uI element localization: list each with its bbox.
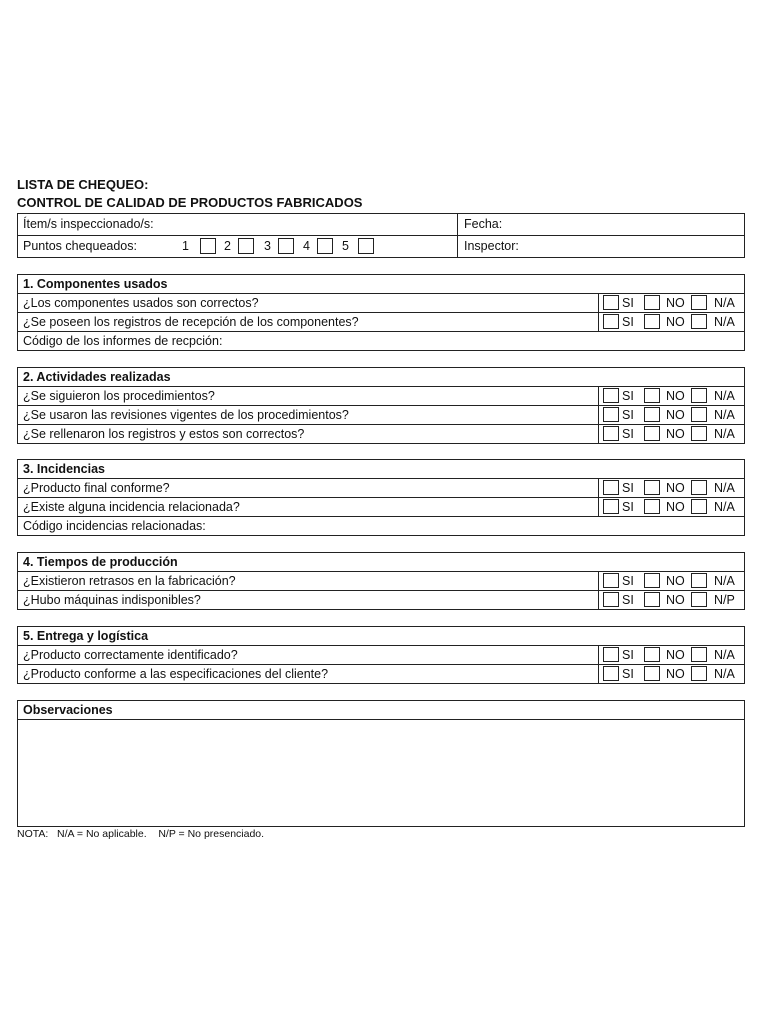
si-checkbox[interactable] [603, 499, 619, 514]
si-label: SI [622, 315, 634, 329]
no-label: NO [666, 427, 685, 441]
si-label: SI [622, 593, 634, 607]
no-checkbox[interactable] [644, 666, 660, 681]
na-checkbox[interactable] [691, 314, 707, 329]
si-label: SI [622, 648, 634, 662]
checklist-row [18, 406, 744, 425]
date-label: Fecha: [464, 217, 503, 231]
si-checkbox[interactable] [603, 592, 619, 607]
na-label: N/A [714, 408, 735, 422]
na-checkbox[interactable] [691, 426, 707, 441]
na-checkbox[interactable] [691, 407, 707, 422]
no-label: NO [666, 593, 685, 607]
na-label: N/A [714, 389, 735, 403]
section-title: 5. Entrega y logística [23, 629, 149, 643]
np-checkbox[interactable] [691, 592, 707, 607]
footnote: NOTA: N/A = No aplicable. N/P = No presenciado. [17, 828, 265, 840]
si-label: SI [622, 427, 634, 441]
na-label: N/A [714, 648, 735, 662]
inspector-label: Inspector: [464, 239, 519, 253]
items-inspected-label: Ítem/s inspeccionado/s: [23, 217, 154, 231]
na-label: N/A [714, 500, 735, 514]
si-label: SI [622, 408, 634, 422]
no-checkbox[interactable] [644, 314, 660, 329]
no-label: NO [666, 574, 685, 588]
si-checkbox[interactable] [603, 426, 619, 441]
answer-divider [598, 591, 599, 609]
si-checkbox[interactable] [603, 666, 619, 681]
no-label: NO [666, 500, 685, 514]
section-header [18, 275, 744, 294]
si-label: SI [622, 500, 634, 514]
na-checkbox[interactable] [691, 295, 707, 310]
section-delivery-logistics [17, 626, 745, 684]
section-title: 2. Actividades realizadas [23, 370, 171, 384]
checklist-row [18, 479, 744, 498]
checklist-row-text[interactable] [18, 517, 744, 535]
section-title: 1. Componentes usados [23, 277, 168, 291]
question-text: ¿Se siguieron los procedimientos? [23, 389, 215, 403]
no-label: NO [666, 667, 685, 681]
no-label: NO [666, 408, 685, 422]
si-checkbox[interactable] [603, 314, 619, 329]
na-label: N/A [714, 315, 735, 329]
question-text: ¿Los componentes usados son correctos? [23, 296, 259, 310]
si-label: SI [622, 296, 634, 310]
na-label: N/A [714, 667, 735, 681]
no-checkbox[interactable] [644, 592, 660, 607]
checklist-row [18, 591, 744, 609]
section-header [18, 627, 744, 646]
checklist-row [18, 665, 744, 683]
no-checkbox[interactable] [644, 407, 660, 422]
section-activities [17, 367, 745, 444]
si-checkbox[interactable] [603, 295, 619, 310]
answer-divider [598, 646, 599, 664]
section-components [17, 274, 745, 351]
section-header [18, 460, 744, 479]
si-checkbox[interactable] [603, 480, 619, 495]
na-checkbox[interactable] [691, 480, 707, 495]
checklist-row [18, 646, 744, 665]
na-checkbox[interactable] [691, 499, 707, 514]
si-checkbox[interactable] [603, 407, 619, 422]
no-label: NO [666, 481, 685, 495]
point-checkbox-2[interactable] [238, 238, 254, 254]
inspection-info-box [17, 213, 745, 258]
answer-divider [598, 498, 599, 516]
observations-text-area[interactable] [18, 720, 744, 826]
no-checkbox[interactable] [644, 480, 660, 495]
info-row-points [18, 236, 744, 257]
point-checkbox-3[interactable] [278, 238, 294, 254]
observations-box [17, 700, 745, 827]
checklist-row [18, 313, 744, 332]
question-text: ¿Se poseen los registros de recepción de los componentes? [23, 315, 359, 329]
incidents-code-label: Código incidencias relacionadas: [23, 519, 206, 533]
section-production-times [17, 552, 745, 610]
observations-title: Observaciones [23, 703, 113, 717]
points-checked-label: Puntos chequeados: [23, 239, 137, 253]
no-checkbox[interactable] [644, 295, 660, 310]
na-checkbox[interactable] [691, 573, 707, 588]
section-title: 4. Tiempos de producción [23, 555, 178, 569]
answer-divider [598, 406, 599, 424]
no-checkbox[interactable] [644, 573, 660, 588]
section-incidents [17, 459, 745, 536]
no-label: NO [666, 648, 685, 662]
np-label: N/P [714, 593, 735, 607]
question-text: ¿Se rellenaron los registros y estos son correctos? [23, 427, 305, 441]
checklist-row-text[interactable] [18, 332, 744, 350]
na-label: N/A [714, 574, 735, 588]
point-number-5: 5 [342, 239, 349, 253]
section-title: 3. Incidencias [23, 462, 105, 476]
si-label: SI [622, 574, 634, 588]
answer-divider [598, 425, 599, 443]
na-label: N/A [714, 296, 735, 310]
section-header [18, 368, 744, 387]
point-checkbox-1[interactable] [200, 238, 216, 254]
na-label: N/A [714, 481, 735, 495]
checklist-row [18, 498, 744, 517]
no-label: NO [666, 389, 685, 403]
point-number-2: 2 [224, 239, 231, 253]
checklist-subtitle: CONTROL DE CALIDAD DE PRODUCTOS FABRICADOS [17, 195, 363, 210]
no-checkbox[interactable] [644, 499, 660, 514]
checklist-row [18, 425, 744, 443]
si-checkbox[interactable] [603, 388, 619, 403]
answer-divider [598, 387, 599, 405]
no-label: NO [666, 315, 685, 329]
checklist-row [18, 294, 744, 313]
point-checkbox-4[interactable] [317, 238, 333, 254]
answer-divider [598, 294, 599, 312]
answer-divider [598, 665, 599, 683]
checklist-row [18, 572, 744, 591]
info-row-items [18, 214, 744, 236]
point-number-1: 1 [182, 239, 189, 253]
answer-divider [598, 572, 599, 590]
si-checkbox[interactable] [603, 647, 619, 662]
question-text: ¿Hubo máquinas indisponibles? [23, 593, 201, 607]
question-text: ¿Se usaron las revisiones vigentes de los procedimientos? [23, 408, 349, 422]
no-checkbox[interactable] [644, 388, 660, 403]
question-text: ¿Producto correctamente identificado? [23, 648, 238, 662]
no-checkbox[interactable] [644, 647, 660, 662]
question-text: ¿Producto conforme a las especificaciones del cliente? [23, 667, 329, 681]
question-text: ¿Producto final conforme? [23, 481, 170, 495]
question-text: ¿Existieron retrasos en la fabricación? [23, 574, 236, 588]
point-number-4: 4 [303, 239, 310, 253]
point-checkbox-5[interactable] [358, 238, 374, 254]
checklist-row [18, 387, 744, 406]
na-checkbox[interactable] [691, 647, 707, 662]
no-label: NO [666, 296, 685, 310]
na-checkbox[interactable] [691, 666, 707, 681]
si-label: SI [622, 481, 634, 495]
no-checkbox[interactable] [644, 426, 660, 441]
si-label: SI [622, 667, 634, 681]
observations-header [18, 701, 744, 720]
section-header [18, 553, 744, 572]
answer-divider [598, 313, 599, 331]
na-checkbox[interactable] [691, 388, 707, 403]
question-text: ¿Existe alguna incidencia relacionada? [23, 500, 240, 514]
si-checkbox[interactable] [603, 573, 619, 588]
na-label: N/A [714, 427, 735, 441]
checklist-title: LISTA DE CHEQUEO: [17, 177, 149, 192]
point-number-3: 3 [264, 239, 271, 253]
reports-code-label: Código de los informes de recpción: [23, 334, 223, 348]
answer-divider [598, 479, 599, 497]
si-label: SI [622, 389, 634, 403]
